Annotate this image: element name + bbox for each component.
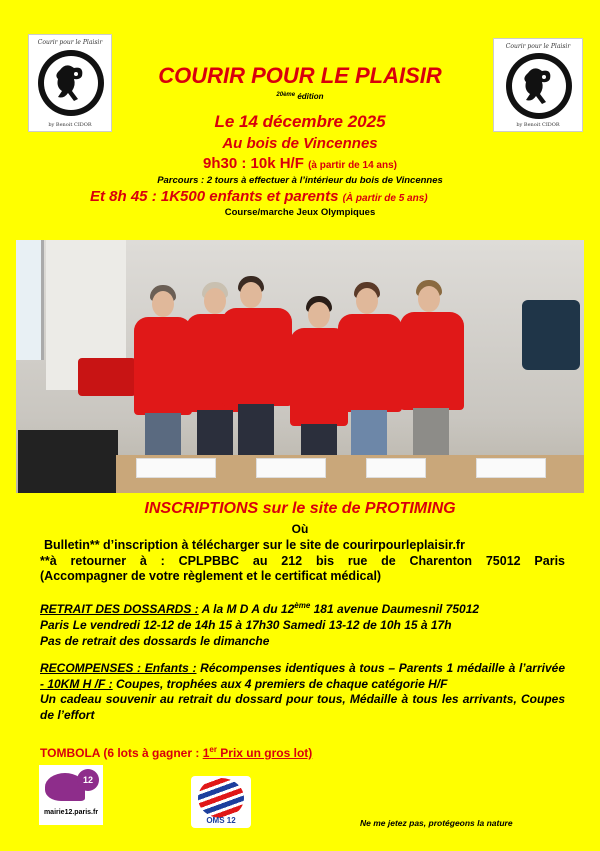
photo-red-bag <box>78 358 136 396</box>
recompenses-text3: Un cadeau souvenir au retrait du dossard pour tous, Médaille à tous les arrivants, Coupes de l’effort <box>40 692 565 722</box>
photo-papers <box>256 458 326 478</box>
tombola-prize-num: 1 <box>202 746 210 760</box>
tombola-text: TOMBOLA (6 lots à gagner : <box>40 746 203 760</box>
mairie12-logo <box>39 765 103 825</box>
oms-label: OMS 12 <box>206 816 236 825</box>
retrait-line2: Paris Le vendredi 12-12 de 14h 15 à 17h30 Samedi 13-12 de 10h 15 à 17h <box>40 618 452 632</box>
race-1k5-age: (À partir de 5 ans) <box>342 193 428 204</box>
photo-bin <box>18 430 118 493</box>
logo-top-text: Courir pour le Plaisir <box>505 43 571 50</box>
photo-window <box>16 240 44 360</box>
team-photo <box>16 240 584 493</box>
race-10k-age: (à partir de 14 ans) <box>308 160 397 171</box>
race-10k-main: 9h30 : 10k H/F <box>203 155 309 172</box>
event-date: Le 14 décembre 2025 <box>214 112 386 131</box>
footer-note: Ne me jetez pas, protégeons la nature <box>360 818 513 828</box>
event-title: COURIR POUR LE PLAISIR <box>158 63 442 88</box>
tombola-prize-sup: er <box>209 745 217 754</box>
tombola-prize-text: Prix un gros lot) <box>216 746 313 760</box>
retrait-line1a: A la M D A du 12 <box>198 602 295 616</box>
bulletin-text: Bulletin** d’inscription à télécharger sur le site de courirpourleplaisir.fr <box>44 538 465 552</box>
tombola-prize <box>203 746 313 760</box>
tombola-line <box>40 742 565 762</box>
oms-stripes-icon <box>198 778 244 818</box>
photo-papers <box>366 458 426 478</box>
retour-note: (Accompagner de votre règlement et le certificat médical) <box>40 569 382 583</box>
recompenses-text2: Coupes, trophées aux 4 premiers de chaque catégorie H/F <box>112 676 448 691</box>
event-place: Au bois de Vincennes <box>222 135 378 152</box>
recompenses-10km: - 10KM H /F : <box>40 676 113 691</box>
recompenses-text1: Récompenses identiques à tous – Parents 1 médaille à l’arrivée <box>196 661 565 675</box>
recompenses-section <box>40 661 565 723</box>
edition-number: 20ème <box>276 92 296 98</box>
logo-bottom-text: by Benoit CIDOR <box>516 122 560 128</box>
race-1k5-main: Et 8h 45 : 1K500 enfants et parents <box>90 188 343 205</box>
race-1k5 <box>90 188 428 205</box>
edition-line <box>0 92 600 101</box>
photo-jacket <box>522 300 580 370</box>
logo-top-text: Courir pour le Plaisir <box>37 39 103 46</box>
race-10k <box>0 155 600 172</box>
photo-papers <box>476 458 546 478</box>
retrait-section <box>40 598 565 649</box>
retour-text: **à retourner à : CPLPBBC au 212 bis rue de Charenton 75012 Paris <box>40 554 565 568</box>
recompenses-heading: RECOMPENSES : Enfants : <box>40 661 197 675</box>
olympic-walk: Course/marche Jeux Olympiques <box>224 207 376 218</box>
photo-papers <box>136 458 216 478</box>
logo-bottom-text: by Benoit CIDOR <box>48 122 92 128</box>
ou-text: Où <box>291 522 309 536</box>
retrait-heading: RETRAIT DES DOSSARDS : <box>40 602 199 616</box>
oms12-logo <box>191 776 251 828</box>
mairie-url: mairie12.paris.fr <box>43 809 99 816</box>
retrait-line1b: 181 avenue Daumesnil 75012 <box>310 602 480 616</box>
mairie-badge: 12 <box>77 769 99 791</box>
retrait-line3: Pas de retrait des dossards le dimanche <box>40 634 270 648</box>
inscriptions-heading: INSCRIPTIONS sur le site de PROTIMING <box>144 500 456 517</box>
edition-label: édition <box>295 92 324 101</box>
parcours-text: Parcours : 2 tours à effectuer à l’intérieur du bois de Vincennes <box>157 175 443 186</box>
retrait-line1-sup: ème <box>294 601 311 610</box>
